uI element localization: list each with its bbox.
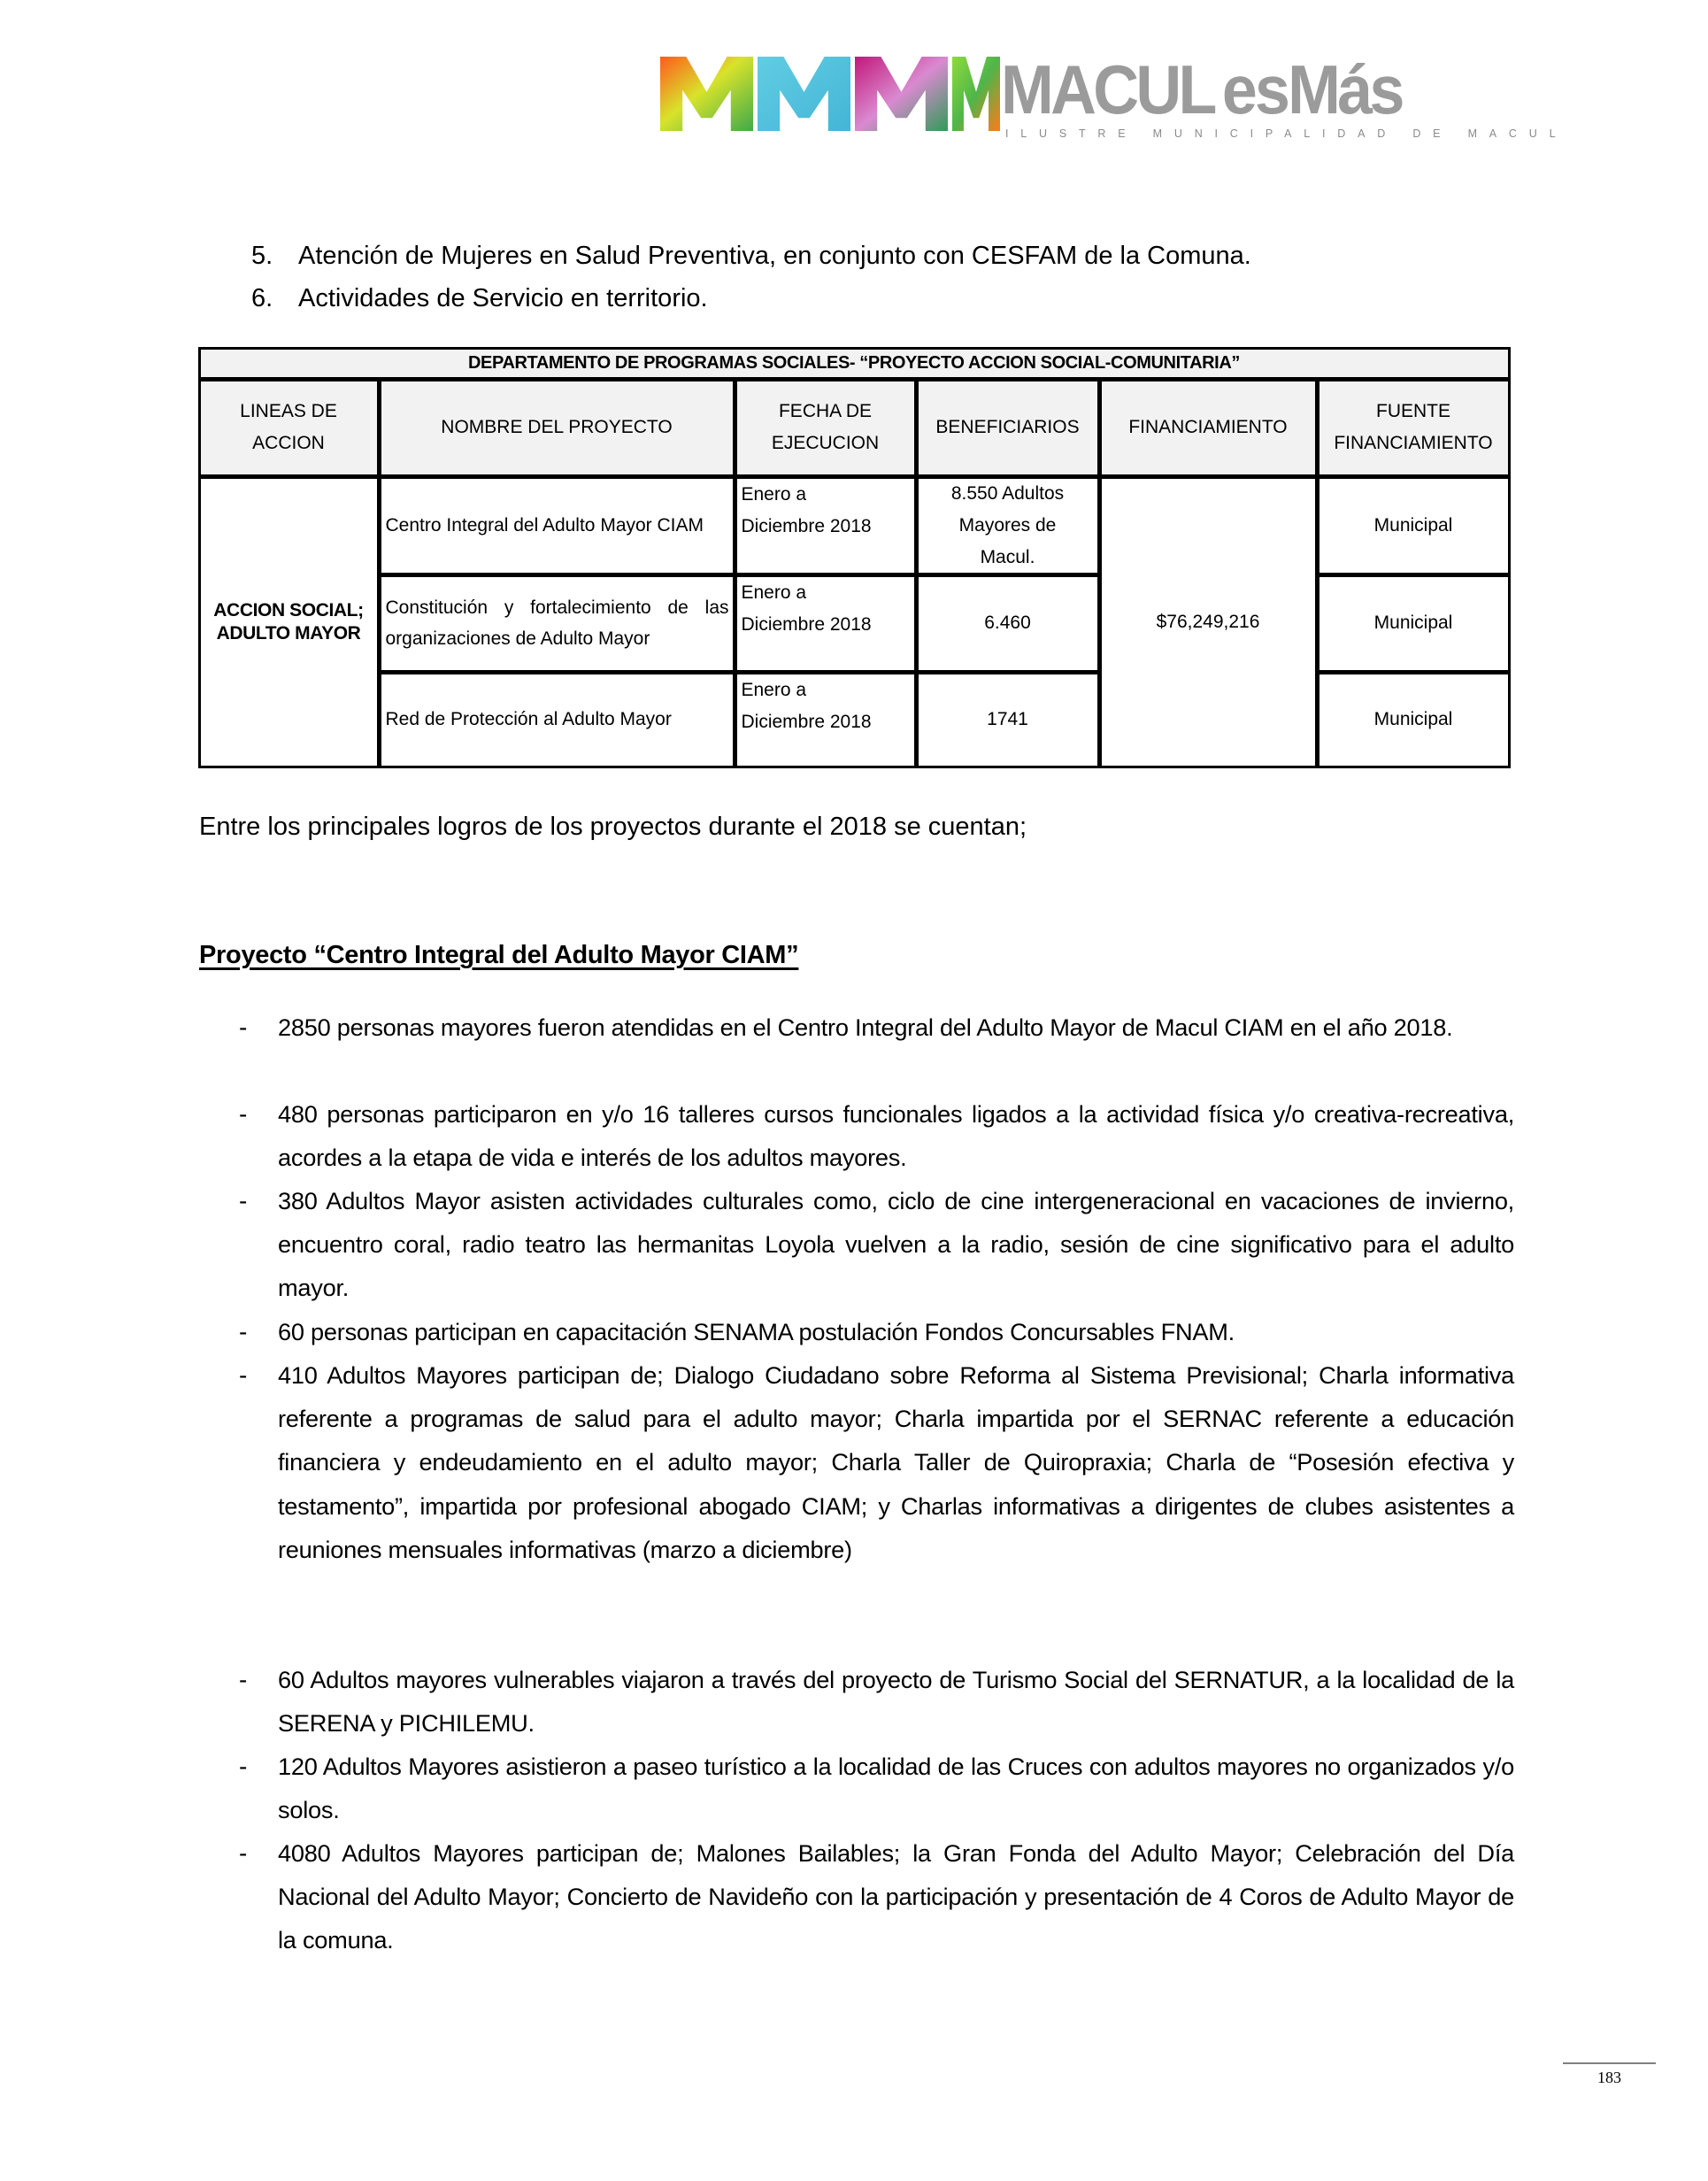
- logo-m-letter-4: [952, 57, 1000, 131]
- column-header-financiamiento: [1099, 379, 1318, 477]
- table-title-text: DEPARTAMENTO DE PROGRAMAS SOCIALES- “PROYECTO ACCION SOCIAL-COMUNITARIA”: [468, 353, 1240, 373]
- fecha-line: Enero a: [741, 679, 807, 700]
- beneficiarios-line: 6.460: [984, 613, 1031, 633]
- bullet-text: 60 Adultos mayores vulnerables viajaron a través del proyecto de Turismo Social del SERNATUR, a la localidad de la SERENA y PICHILEMU.: [278, 1666, 1514, 1738]
- table-row-2-fecha: [735, 574, 917, 673]
- fuente-text: Municipal: [1373, 709, 1453, 729]
- bullet-dash: -: [239, 1839, 248, 1867]
- beneficiarios-line: Mayores de: [958, 514, 1057, 536]
- fecha-line: Diciembre 2018: [741, 711, 872, 732]
- header-line: EJECUCION: [771, 433, 880, 453]
- beneficiarios-line: Macul.: [980, 546, 1035, 567]
- table-row-1-fecha: [735, 476, 917, 575]
- bullet-text: 410 Adultos Mayores participan de; Dialogo Ciudadano sobre Reforma al Sistema Previsional; Charla informativa referente a programas de salud para el adulto mayor; Charla impartida por el SERNAC referente a educación financiera y endeudamiento en el adulto mayor; Charla Taller de Quiropraxia; Charla de “Posesión efectiva y testamento”, impartida por profesional abogado CIAM; y Charlas informativas a dirigentes de clubes asistentes a reuniones mensuales informativas (marzo a diciembre): [278, 1361, 1514, 1563]
- footer-divider: [1563, 2062, 1656, 2064]
- beneficiarios-line: 8.550 Adultos: [950, 482, 1065, 504]
- bullet-dash: -: [239, 1318, 248, 1345]
- table-title: [198, 347, 1511, 380]
- bullet-dash: -: [239, 1666, 248, 1693]
- fecha-line: Diciembre 2018: [741, 613, 872, 635]
- header-line: NOMBRE DEL PROYECTO: [441, 417, 673, 437]
- section-heading: Proyecto “Centro Integral del Adulto Mayor CIAM”: [199, 941, 799, 969]
- header-line: LINEAS DE: [240, 401, 337, 421]
- header-line: FECHA DE: [778, 401, 873, 421]
- header-line: FUENTE: [1376, 401, 1450, 421]
- table-row-1-proyecto: [379, 476, 735, 575]
- brand-macul: MACUL: [1001, 50, 1214, 128]
- list-text: Actividades de Servicio en territorio.: [298, 284, 708, 312]
- logo-m-letter-1: [660, 57, 753, 131]
- bullet-dash: -: [239, 1361, 248, 1389]
- bullet-text: 380 Adultos Mayor asisten actividades culturales como, ciclo de cine intergeneracional en vacaciones de invierno, encuentro coral, radio teatro las hermanitas Loyola vuelven a la radio, sesión de cine significativo para el adulto mayor.: [278, 1187, 1514, 1302]
- bullet-dash: -: [239, 1187, 248, 1214]
- beneficiarios-line: 1741: [987, 709, 1028, 729]
- proyecto-text: Centro Integral del Adulto Mayor CIAM: [385, 514, 704, 536]
- list-number: 6.: [251, 284, 273, 312]
- linea-accion-cell: [198, 476, 380, 768]
- list-number: 5.: [251, 242, 273, 270]
- table-row-2-fuente: [1317, 574, 1511, 673]
- column-header-lineas: [198, 379, 380, 477]
- bullet-text: 4080 Adultos Mayores participan de; Malones Bailables; la Gran Fonda del Adulto Mayor; Celebración del Día Nacional del Adulto Mayor; Concierto de Navideño con la participación y presentación de 4 Coros de Adulto Mayor de la comuna.: [278, 1839, 1514, 1954]
- column-header-nombre: [379, 379, 735, 477]
- table-row-3-proyecto: [379, 672, 735, 768]
- table-row-2-proyecto: [379, 574, 735, 673]
- bullet-dash: -: [239, 1100, 248, 1128]
- header-line: ACCION: [252, 433, 325, 453]
- table-row-3-fuente: [1317, 672, 1511, 768]
- fecha-line: Diciembre 2018: [741, 515, 872, 536]
- brand-tagline: ILUSTRE MUNICIPALIDAD DE MACUL: [1005, 127, 1568, 140]
- fecha-line: Enero a: [741, 582, 807, 603]
- fuente-text: Municipal: [1373, 613, 1453, 633]
- logo-m-letter-3: [855, 57, 948, 131]
- page-number: 183: [1597, 2069, 1621, 2086]
- financiamiento-cell: [1099, 476, 1318, 768]
- bullet-text: 120 Adultos Mayores asistieron a paseo turístico a la localidad de las Cruces con adultos mayores no organizados y/o solos.: [278, 1753, 1514, 1824]
- proyecto-text: Red de Protección al Adulto Mayor: [385, 709, 672, 729]
- header-line: FINANCIAMIENTO: [1334, 433, 1493, 453]
- column-header-fuente: [1317, 379, 1511, 477]
- logo-m-letter-2: [758, 57, 850, 131]
- table-row-2-beneficiarios: [916, 574, 1100, 673]
- bullet-text: 480 personas participaron en y/o 16 talleres cursos funcionales ligados a la actividad física y/o creativa-recreativa, acordes a la etapa de vida e interés de los adultos mayores.: [278, 1100, 1514, 1172]
- table-row-1-fuente: [1317, 476, 1511, 575]
- header-line: BENEFICIARIOS: [935, 417, 1080, 437]
- brand-wordmark: [1001, 50, 1402, 128]
- intro-sentence: Entre los principales logros de los proyectos durante el 2018 se cuentan;: [199, 813, 1027, 841]
- projects-table: [199, 348, 1512, 769]
- table-row-3-beneficiarios: [916, 672, 1100, 768]
- column-header-fecha: [735, 379, 917, 477]
- linea-line: ACCION SOCIAL;: [213, 599, 364, 620]
- financiamiento-value: $76,249,216: [1156, 611, 1260, 632]
- table-row-1-beneficiarios: [916, 476, 1100, 575]
- bullet-text: 2850 personas mayores fueron atendidas en el Centro Integral del Adulto Mayor de Macul CIAM en el año 2018.: [278, 1013, 1453, 1041]
- brand-es: es: [1221, 50, 1289, 128]
- bullet-text: 60 personas participan en capacitación SENAMA postulación Fondos Concursables FNAM.: [278, 1318, 1235, 1345]
- municipality-logo: [660, 50, 1568, 143]
- brand-mas: Más: [1288, 50, 1402, 128]
- table-row-3-fecha: [735, 672, 917, 768]
- fecha-line: Enero a: [741, 483, 807, 505]
- list-text: Atención de Mujeres en Salud Preventiva, en conjunto con CESFAM de la Comuna.: [298, 242, 1251, 270]
- header-line: FINANCIAMIENTO: [1128, 417, 1288, 437]
- linea-line: ADULTO MAYOR: [216, 622, 361, 644]
- column-header-beneficiarios: [916, 379, 1100, 477]
- bullet-dash: -: [239, 1013, 248, 1041]
- proyecto-text: Constitución y fortalecimiento de las organizaciones de Adulto Mayor: [385, 597, 729, 649]
- fuente-text: Municipal: [1373, 514, 1453, 536]
- bullet-dash: -: [239, 1753, 248, 1780]
